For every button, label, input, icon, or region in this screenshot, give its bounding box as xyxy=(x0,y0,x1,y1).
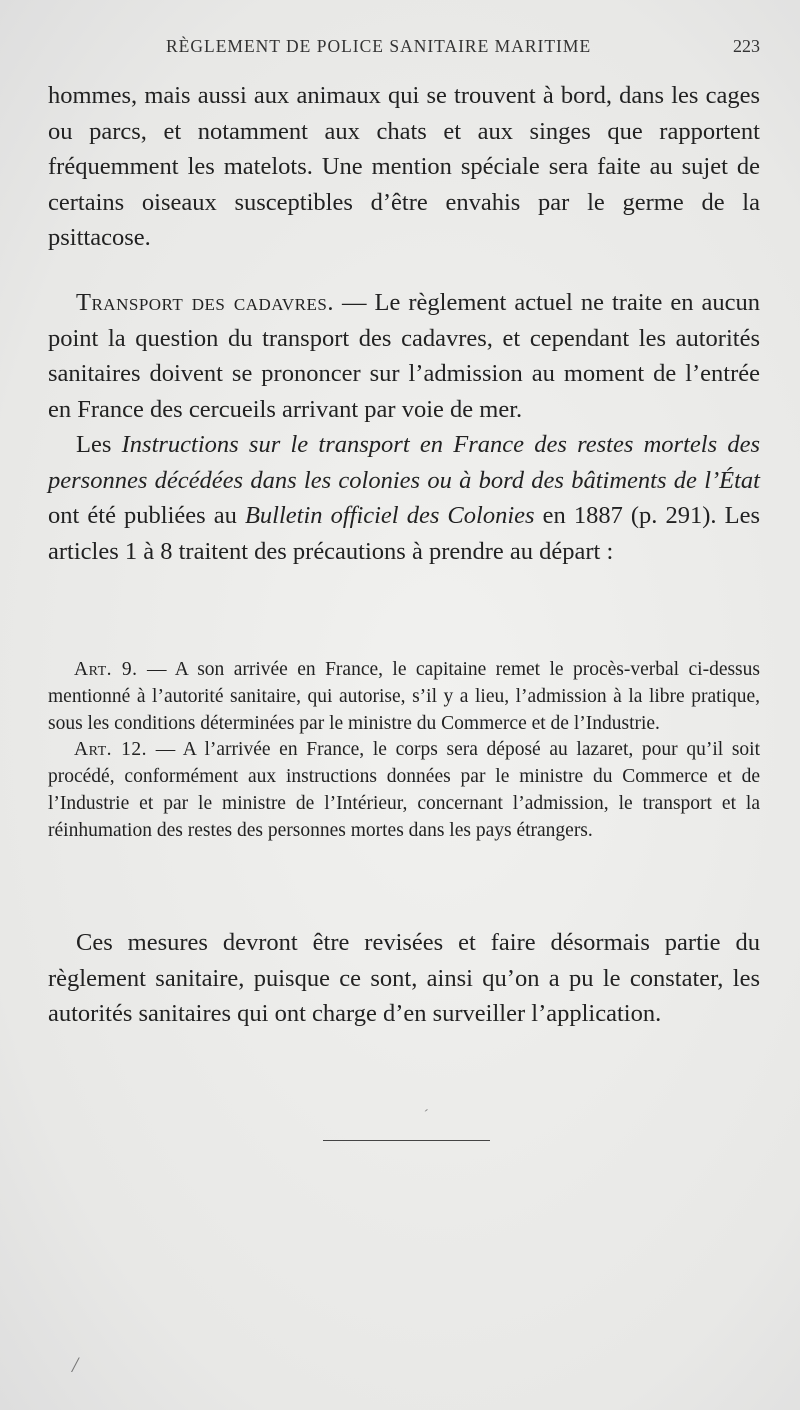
article-12 xyxy=(48,737,760,844)
running-title: RÈGLEMENT DE POLICE SANITAIRE MARITIME xyxy=(166,36,592,56)
instructions-middle: ont été publiées au xyxy=(48,502,245,529)
ink-speck: / xyxy=(72,1352,79,1377)
section-heading: Transport des cadavres. xyxy=(76,289,334,316)
intro-paragraph xyxy=(48,78,760,256)
running-head xyxy=(48,36,760,62)
conclusion-paragraph xyxy=(48,925,760,1032)
instructions-lead: Les xyxy=(76,431,122,458)
page-number: 223 xyxy=(733,36,760,56)
ink-speck: ˊ xyxy=(424,1108,429,1123)
article-12-label: Art. 12. xyxy=(74,739,148,761)
conclusion-text: Ces mesures devront être revisées et faire désormais partie du règlement sanitaire, puisque ce sont, ainsi qu’on a pu le constater, les autorités sanitaires qui ont charge d’en surveiller l’application. xyxy=(48,929,760,1027)
section-text: — Le règlement actuel ne traite en aucun point la question du transport des cadavres, et cependant les autorités sanitaires doivent se prononcer sur l’admission au moment de l’entrée en France des cercueils arrivant par voie de mer. xyxy=(48,289,760,423)
instructions-italic-title: Instructions sur le transport en France des restes mortels des personnes décédées dans les colonies ou à bord des bâtiments de l’État xyxy=(48,431,761,494)
article-9 xyxy=(48,657,760,737)
transport-paragraph xyxy=(48,285,760,427)
instructions-paragraph xyxy=(48,427,760,569)
article-9-text: — A son arrivée en France, le capitaine remet le procès-verbal ci-dessus mentionné à l’autorité sanitaire, qui autorise, s’il y a lieu, l’admission à la libre pratique, sous les conditions déterminées par le ministre du Commerce et de l’Industrie. xyxy=(48,659,760,734)
instructions-italic-bulletin: Bulletin officiel des Colonies xyxy=(244,502,535,529)
end-rule xyxy=(323,1140,490,1141)
intro-text: hommes, mais aussi aux animaux qui se trouvent à bord, dans les cages ou parcs, et notamment aux chats et aux singes que rapportent fréquemment les matelots. Une mention spéciale sera faite au sujet de certains oiseaux susceptibles d’être envahis par le germe de la psittacose. xyxy=(48,82,760,251)
article-9-label: Art. 9. xyxy=(74,659,138,680)
articles-quote xyxy=(48,657,760,845)
article-12-text: — A l’arrivée en France, le corps sera déposé au lazaret, pour qu’il soit procédé, conformément aux instructions données par le ministre du Commerce et de l’Industrie et par le ministre de l’Intérieur, concernant l’admission, le transport et la réinhumation des restes des personnes mortes dans les pays étrangers. xyxy=(48,739,760,841)
transport-section xyxy=(48,285,760,569)
instructions-tail: en 1887 (p. 291). Les articles 1 à 8 traitent des précautions à prendre au départ : xyxy=(48,502,760,565)
